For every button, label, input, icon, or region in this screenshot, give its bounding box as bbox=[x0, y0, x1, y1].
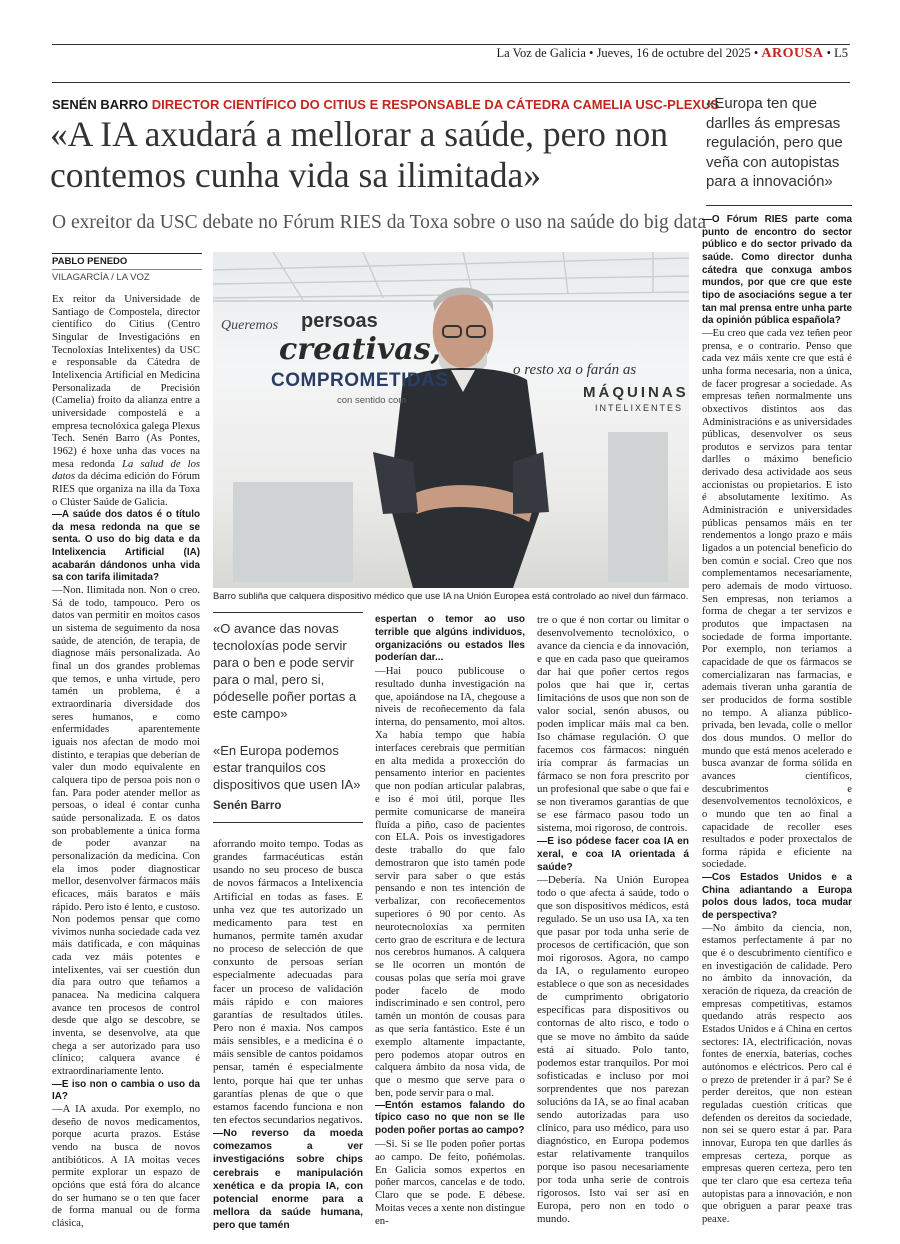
byline-location: VILAGARCÍA / LA VOZ bbox=[52, 269, 202, 283]
col1-intro-end: da décima edición do Fórum RIES que organiza na illa da Toxa o Clúster Saúde de Galicia. bbox=[52, 471, 200, 508]
publication-date: Jueves, 16 de octubre del 2025 bbox=[596, 46, 751, 60]
photo-caption: Barro subliña que calquera dispositivo médico que use IA na Unión Europea está controlado ao nivel dun fármaco. bbox=[213, 590, 689, 601]
answer: tre o que é non cortar ou limitar o desenvolvemento tecnolóxico, o avance da ciencia e da innovación, e que en cada paso que queiramos dar hai que poñer certos regos polos que hai que ir, certas limitacións de usos que non son de valor social, senón abusos, ou poden implicar máis mal ca ben. Iso chámase regulación. O que facemos cos fármacos: ninguén iría comprar ás farmacias un fármaco se non fora prescrito por un profesional que sabe o que fai e se non tiveramos garantías de que se ese fármaco pasou todo un sistema, moi rigoroso, de controis. bbox=[537, 614, 689, 835]
question: espertan o temor ao uso terrible que algúns individuos, organizacións ou estados lles poderían dar... bbox=[375, 614, 525, 664]
col1-paragraph bbox=[52, 294, 200, 509]
question: —Entón estamos falando do típico caso no que non se lle poden poñer portas ao campo? bbox=[375, 1099, 525, 1137]
answer: —Debería. Na Unión Europea todo o que afecta á saúde, todo o que son dispositivos médicos, está regulado. Se un uso usa IA, xa ten que pasar por toda unha serie de procesos de certificación, que son moi rigorosos. Agora, no campo da IA, o regulamento europeo establece o que son as necesidades de cumprimento obrigatorio específicas para dispositivos ou contornas de alto risco, e todo o que se move no ámbito da saúde está aí situado. Polo tanto, podemos estar tranquilos. Por moi sofisticadas e incluso por moi sorprendentes que nos parezan solucións da IA, se ao final acaban sendo autorizadas para uso clínico, para uso médico, para uso diagnóstico, en Europa podemos estar relativamente tranquilos porque iso pasou necesariamente por toda unha serie de controis rigorosos. Isto vai ser así en Europa, pero non en todo o mundo. bbox=[537, 874, 689, 1225]
mural-text-6: o resto xa o farán as bbox=[513, 362, 637, 378]
answer: —Hai pouco publicouse o resultado dunha investigación na que, apoiándose na IA, chegouse a niveis de recoñecemento da fala interna, do pensamento, moi altos. Xa había tempo que había interfaces cerebrais que permitían en alta medida a proxección do pensamento interior en pacientes que non podían articular palabras, e iso é moi útil, porque lles permite comunicarse de maneira fluída a piño, caso de pacientes con ELA. Pois os investigadores deste traballo do que falo demostraron que isto tamén pode servir para saber o que estás pensando e non tes intención de verbalizar, con recoñecementos superiores ó 90 por cento. As neurotecnoloxías xa permiten certo grao de escritura e de lectura nos cerebros humanos. A calquera se lle ocorren un montón de cousas polas que sería moi grave poder facelo de modo indiscriminado e sen control, pero tamén un montón de cousas para as que sería fantástico. Este é un exemplo altamente impactante, pero podemos atopar outros en calquera ámbito da nosa vida, de que o mesmo que serve para o ben, pode servir para o mal. bbox=[375, 665, 525, 1099]
pull-quote-top: «Europa ten que darlles ás empresas regulación, pero que veña con autopistas para a innovación» bbox=[706, 95, 843, 190]
bullet-icon: • bbox=[589, 46, 597, 60]
column-3 bbox=[375, 614, 525, 1228]
mural-text-8: INTELIXENTES bbox=[595, 403, 684, 413]
mural-text-5: con sentido com bbox=[337, 395, 407, 406]
top-rule bbox=[52, 44, 850, 45]
kicker-role: DIRECTOR CIENTÍFICO DO CITIUS E RESPONSABLE DA CÁTEDRA CAMELIA USC-PLEXUS bbox=[151, 97, 720, 112]
byline-author: PABLO PENEDO bbox=[52, 253, 202, 267]
headline: «A IA axudará a mellorar a saúde, pero non contemos cunha vida sa ilimitada» bbox=[50, 114, 669, 195]
question: —E iso non o cambia o uso da IA? bbox=[52, 1078, 200, 1103]
publication-name: La Voz de Galicia bbox=[496, 46, 586, 60]
mural-text-2: persoas bbox=[301, 310, 378, 332]
col1-intro: Ex reitor da Universidade de Santiago de Compostela, director científico do Citius (Centro Singular de Investigacións en Tecnoloxías Intelixentes) da USC e responsable da Cátedra de Intelixencia Artificial en Medicina Personalizada de Precisión (Camelia) froito da alianza entre a universidade compostelá e a empresa tecnolóxica galega Plexus Tech. Senén Barro (As Pontes, 1962) é hoxe unha das voces na mesa redonda bbox=[52, 294, 200, 470]
mural-text-3: creativas, bbox=[279, 332, 442, 367]
column-2 bbox=[213, 838, 363, 1232]
pull-quote-mid-author: Senén Barro bbox=[213, 800, 282, 812]
pull-quote-mid-rule bbox=[213, 612, 363, 613]
mural-text-7: MÁQUINAS bbox=[583, 384, 689, 401]
question: —Cos Estados Unidos e a China adiantando a Europa polos dous lados, toca mudar de perspectiva? bbox=[702, 872, 852, 922]
header-rule bbox=[52, 82, 850, 83]
column-5 bbox=[702, 214, 852, 1227]
answer: —Si. Si se lle poden poñer portas ao campo. De feito, poñémolas. En Galicia somos expertos en poñer marcos, cancelas e de todo. Claro que se pode. E débese. Moitas veces a xente non distingue en- bbox=[375, 1138, 525, 1227]
bullet-icon: • bbox=[753, 46, 762, 60]
col1-italic: La salud de los datos bbox=[52, 458, 201, 483]
answer: —A IA axuda. Por exemplo, no deseño de novos medicamentos, porque acurta prazos. Estáse vendo na busca de novos antibióticos. A IA moitas veces permite explorar un espazo de opcións que está fóra do alcance do ser humano se o ten que facer de forma manual ou de forma clásica, bbox=[52, 1104, 200, 1229]
question: —No reverso da moeda comezamos a ver investigacións sobre chips cerebrais e manipulación xenética e da propia IA, con potencial enorme para a mellora da saúde humana, pero que tamén bbox=[213, 1128, 363, 1232]
pull-quote-mid-rule-bottom bbox=[213, 822, 363, 823]
section-name: AROUSA bbox=[761, 46, 824, 61]
mural-text-1: Queremos bbox=[221, 318, 279, 333]
photo-illustration bbox=[213, 252, 689, 588]
pull-quote-mid-1: «O avance das novas tecnoloxías pode servir para o ben e pode servir para o mal, pero si, pódeselle poñer portas a este campo» bbox=[213, 621, 357, 721]
page-header bbox=[496, 46, 848, 62]
bullet-icon: • bbox=[826, 46, 835, 60]
page-number: L5 bbox=[834, 46, 848, 60]
question: —E iso pódese facer coa IA en xeral, e coa IA orientada á saúde? bbox=[537, 836, 689, 874]
kicker-name: SENÉN BARRO bbox=[52, 97, 149, 112]
pull-quote-rule bbox=[706, 205, 852, 206]
answer: aforrando moito tempo. Todas as grandes farmacéuticas están usando no seu proceso de busca de novos fármacos a Intelixencia Artificial en todas as fases. E unha vez que tes autorizado un medicamento para test en humanos, permite tamén axudar no proceso de selección de que conxunto de persoas serían especialmente adecuadas para facer un proceso de validación máis rápido e con maiores garantías de resultados útiles. Pero non é maxia. Nos campos máis sensibles, e a medicina é o máis sensible de cantos poidamos pensar, tamén é especialmente lento, porque hai que ter unhas garantías plenas de que o que estamos facendo funciona e non ten efectos secundarios negativos. bbox=[213, 838, 363, 1126]
answer: —Non. Ilimitada non. Non o creo. Sá de todo, tampouco. Pero os datos van permitir en moitos casos un sistema de seguimento da nosa saúde, de atención, de terapia, de diagnose máis personalizada. Ao final un dos grandes problemas que temos, e unha virtude, pero tamén un problema, é a extraordinaria diversidade dos seres humanos, e como enfermidades aparentemente iguais nos afectan de modo moi distinto, e terapias que deberían de valer dun modo equivalente en calquera tipo de persoa pois non o fan. Para poder atender mellor as persoas, o ideal é contar cunha saúde personalizada. E os datos son probablemente a única forma de poder avanzar na personalización da medicina. Con ela imos poder diagnosticar mellor, desenvolver fármacos máis eficaces, máis baratos e máis rápido. Pero isto é lento, e custoso. Non podemos pensar que como vivimos nunha sociedade cada vez máis datificada, e con máquinas cada vez máis potentes e intelixentes, vai ser cuestión dun día para outro que teñamos a panacea. Na medicina calquera avance ten procesos de control desde que algo se descobre, se inventa, se desenvolve, ata que chega a ser autorizado para uso clínico; calquera avance é extraordinariamente lento. bbox=[52, 585, 200, 1078]
kicker bbox=[52, 97, 720, 112]
subheadline: O exreitor da USC debate no Fórum RIES da Toxa sobre o uso na saúde do big data bbox=[52, 212, 707, 233]
question: —O Fórum RIES parte coma punto de encontro do sector público e do sector privado da saúde. Como director dunha cátedra que conxuga ambos mundos, por que cre que este tipo de asociacións segue a ter tan mal prensa entre unha parte da opinión pública española? bbox=[702, 214, 852, 327]
answer: —Eu creo que cada vez teñen peor prensa, e o contrario. Penso que cada vez máis xente cre que está é unha forma necesaria, non a única, de facer progresar a sociedade. As empresas teñen normalmente uns obxectivos distintos aos das Administracións e as universidades públicas, desenvolver os seus produtos e servizos para tentar darlles o máximo beneficio derivado desa actividade aos seus accionistas ou propietarios. E isto é absolutamente lexítimo. As Administración e universidades públicas pensamos máis en ter rendementos a longo prazo e máis ligados a un potencial beneficio do ben común e social. Creo que nos complementamos necesariamente, pero ademais de modo virtuoso. Sen empresas, non teriamos a forma de chegar a ter servizos e produtos que impactasen na sociedade de forma importante. Por exemplo, non teriamos a capacidade de que os fármacos se comercializaran nas farmacias, e ademais tiveran unha garantía de ser producidos de forma sostible no tempo. A alianza público-privada, ben levada, colle o mellor dos dous mundos. O mellor do mundo que está menos acelerado e busca avanzar de forma sólida en avances científicos, descubrimentos e desenvolvementos tecnolóxicos, e o mundo que ten ao final a capacidade de recoller eses resultados e poder proxectalos de forma rápida e eficiente na sociedade. bbox=[702, 327, 852, 871]
column-4 bbox=[537, 614, 689, 1226]
column-1 bbox=[52, 294, 200, 1231]
question: —A saúde dos datos é o título da mesa redonda na que se senta. O uso do big data e da Intelixencia Artificial (IA) acabarán dándonos unha vida sa con tarifa ilimitada? bbox=[52, 509, 200, 584]
byline bbox=[52, 253, 202, 283]
pull-quote-mid-2: «En Europa podemos estar tranquilos cos dispositivos que usen IA» bbox=[213, 743, 361, 792]
answer: —No ámbito da ciencia, non, estamos perfectamente á par no que é o descubrimento científico e en investigación de calidade. Pero no ámbito da innovación, da xeración de riqueza, da creación de empresas competitivas, estamos quedando atrás respecto aos Estados Unidos e á China en certos sectores: IA, electrificación, novas fontes de enerxía, baterías, coches autónomos e eléctricos. Pero cal é o prezo de pretender ir á par? Se é perder dereitos, que non estean reguladas cuestión críticas que defenden os dereitos da sociedade, non sei se quero estar á par. Para innovar, Europa ten que darlles ás empresas certeza, porque as empresas queren certeza, pero ten que ter claro que esa certeza teña autopistas para a innovación, e non que obriguen a parar peaxe tras peaxe. bbox=[702, 922, 852, 1225]
article-photo bbox=[213, 252, 689, 588]
mural-text-4: COMPROMETIDAS bbox=[271, 370, 449, 391]
